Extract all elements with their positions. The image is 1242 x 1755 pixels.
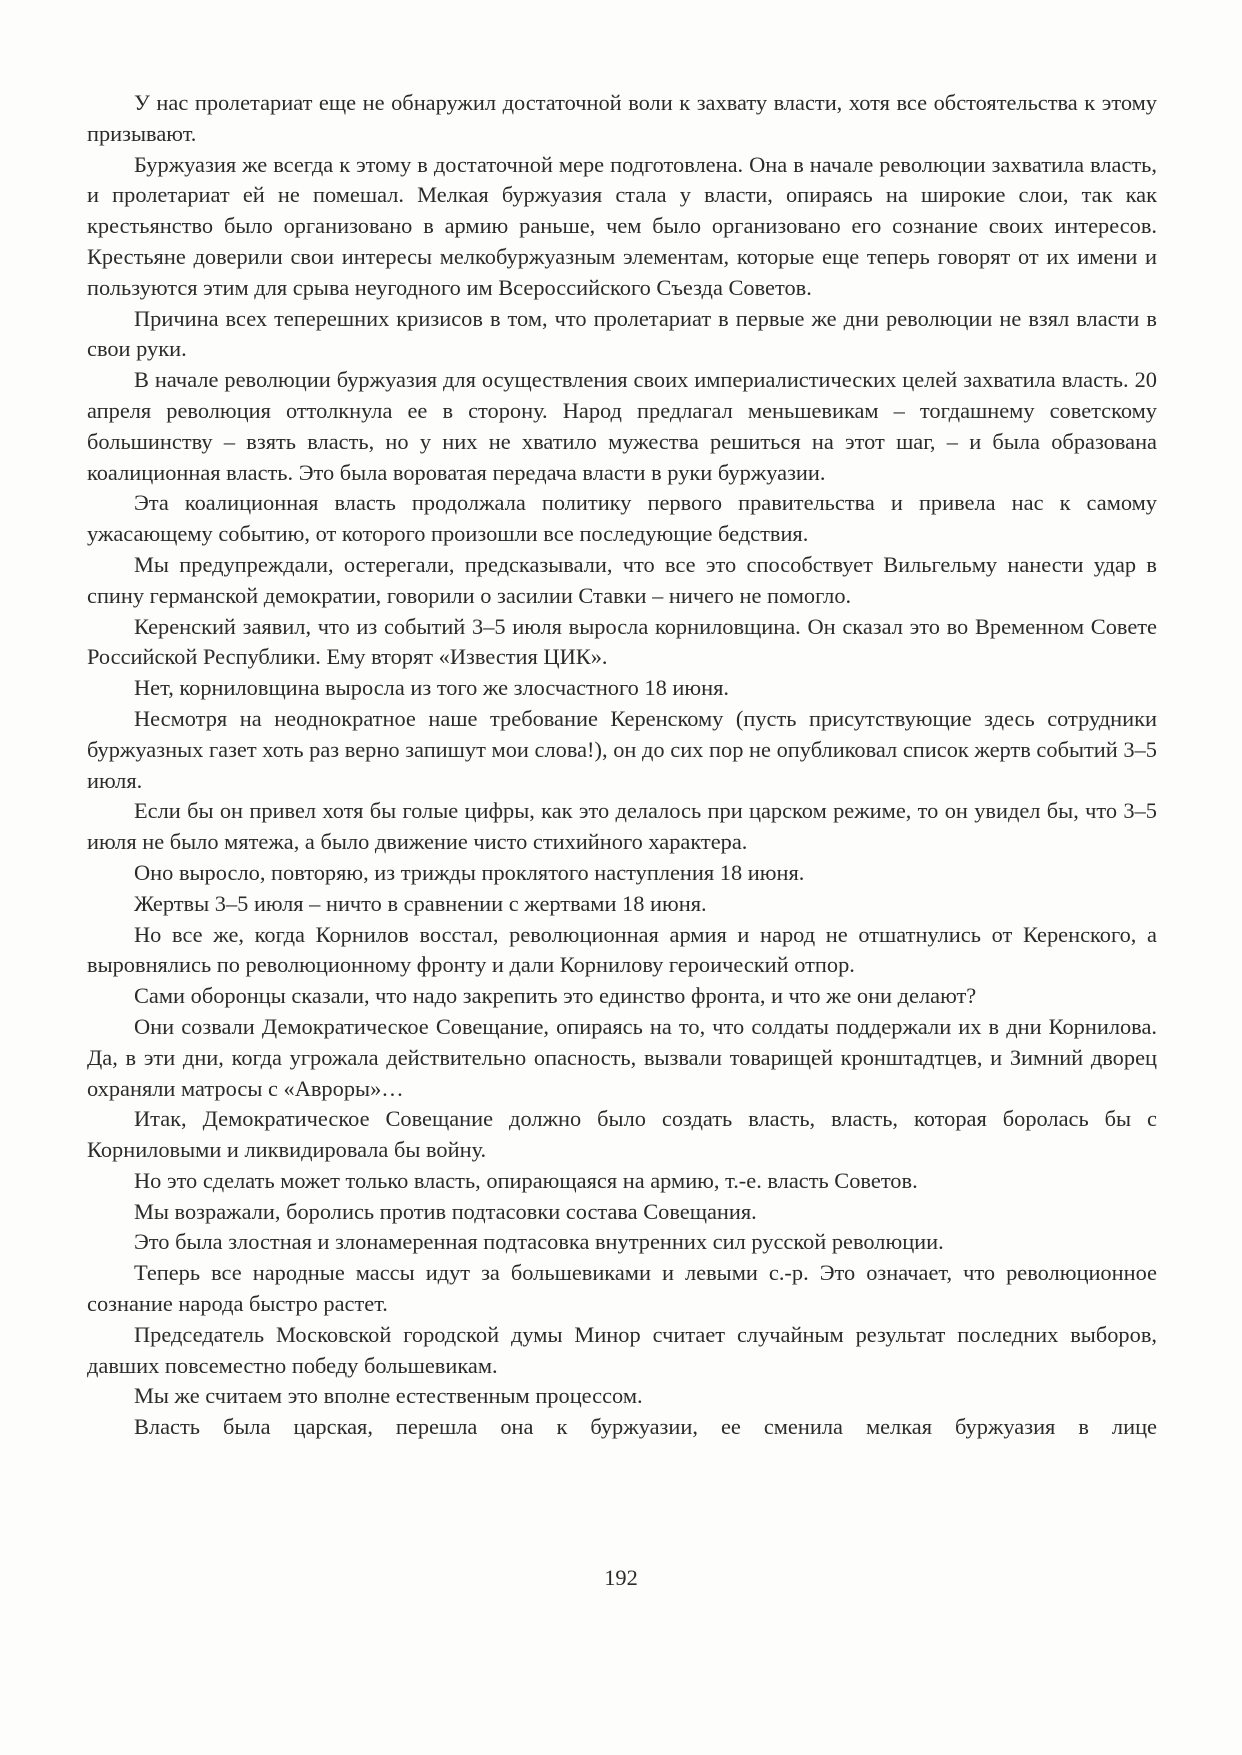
paragraph: Буржуазия же всегда к этому в достаточной мере подготовлена. Она в начале революции захватила власть, и пролетариат ей не помешал. Мелкая буржуазия стала у власти, опираясь на широкие слои, так как крестьянство было организовано в армию раньше, чем было организовано его сознание своих интересов. Крестьяне доверили свои интересы мелкобуржуазным элементам, которые еще теперь говорят от их имени и пользуются этим для срыва неугодного им Всероссийского Съезда Советов.	[87, 151, 1157, 300]
paragraph: Мы же считаем это вполне естественным процессом.	[134, 1383, 643, 1409]
paragraph: Керенский заявил, что из событий 3–5 июля выросла корниловщина. Он сказал это во Временном Совете Российской Республики. Ему вторят «Известия ЦИК».	[87, 613, 1157, 670]
paragraph-last: Власть была царская, перешла она к буржуазии, ее сменила мелкая буржуазия в лице	[134, 1414, 1157, 1440]
paragraph: Но все же, когда Корнилов восстал, революционная армия и народ не отшатнулись от Керенского, а выровнялись по революционному фронту и дали Корнилову героический отпор.	[87, 921, 1157, 978]
paragraph: Мы возражали, боролись против подтасовки состава Совещания.	[134, 1198, 757, 1224]
paragraph: Эта коалиционная власть продолжала политику первого правительства и привела нас к самому ужасающему событию, от которого произошли все последующие бедствия.	[87, 490, 1157, 547]
paragraph: Жертвы 3–5 июля – ничто в сравнении с жертвами 18 июня.	[134, 890, 707, 916]
paragraph: Несмотря на неоднократное наше требование Керенскому (пусть присутствующие здесь сотрудники буржуазных газет хоть раз верно запишут мои слова!), он до сих пор не опубликовал список жертв событий 3–5 июля.	[87, 705, 1157, 793]
page-number: 192	[604, 1565, 638, 1590]
paragraph: Мы предупреждали, остерегали, предсказывали, что все это способствует Вильгельму нанести удар в спину германской демократии, говорили о засилии Ставки – ничего не помогло.	[87, 551, 1157, 608]
paragraph: Если бы он привел хотя бы голые цифры, как это делалось при царском режиме, то он увидел бы, что 3–5 июля не было мятежа, а было движение чисто стихийного характера.	[87, 798, 1157, 855]
paragraph: Это была злостная и злонамеренная подтасовка внутренних сил русской революции.	[134, 1229, 944, 1255]
paragraph: Причина всех теперешних кризисов в том, что пролетариат в первые же дни революции не взял власти в свои руки.	[87, 305, 1157, 362]
paragraph: Нет, корниловщина выросла из того же злосчастного 18 июня.	[134, 675, 729, 701]
paragraph: Председатель Московской городской думы Минор считает случайным результат последних выборов, давших повсеместно победу большевикам.	[87, 1321, 1157, 1378]
paragraph: Они созвали Демократическое Совещание, опираясь на то, что солдаты поддержали их в дни Корнилова. Да, в эти дни, когда угрожала действительно опасность, вызвали товарищей кронштадтцев, и Зимний дворец охраняли матросы с «Авроры»…	[87, 1013, 1157, 1101]
paragraph: Оно выросло, повторяю, из трижды проклятого наступления 18 июня.	[134, 859, 805, 885]
body-text	[87, 88, 1157, 1443]
paragraph: У нас пролетариат еще не обнаружил достаточной воли к захвату власти, хотя все обстоятельства к этому призывают.	[87, 90, 1157, 146]
paragraph: Теперь все народные массы идут за большевиками и левыми с.-р. Это означает, что революционное сознание народа быстро растет.	[87, 1260, 1157, 1317]
paragraph: Итак, Демократическое Совещание должно было создать власть, власть, которая боролась бы с Корниловыми и ликвидировала бы войну.	[87, 1106, 1157, 1163]
paragraph: В начале революции буржуазия для осуществления своих империалистических целей захватила власть. 20 апреля революция оттолкнула ее в сторону. Народ предлагал меньшевикам – тогдашнему советскому большинству – взять власть, но у них не хватило мужества решиться на этот шаг, – и была образована коалиционная власть. Это была вороватая передача власти в руки буржуазии.	[87, 367, 1157, 485]
paragraph: Но это сделать может только власть, опирающаяся на армию, т.-е. власть Советов.	[134, 1167, 918, 1193]
paragraph: Сами оборонцы сказали, что надо закрепить это единство фронта, и что же они делают?	[134, 983, 977, 1009]
